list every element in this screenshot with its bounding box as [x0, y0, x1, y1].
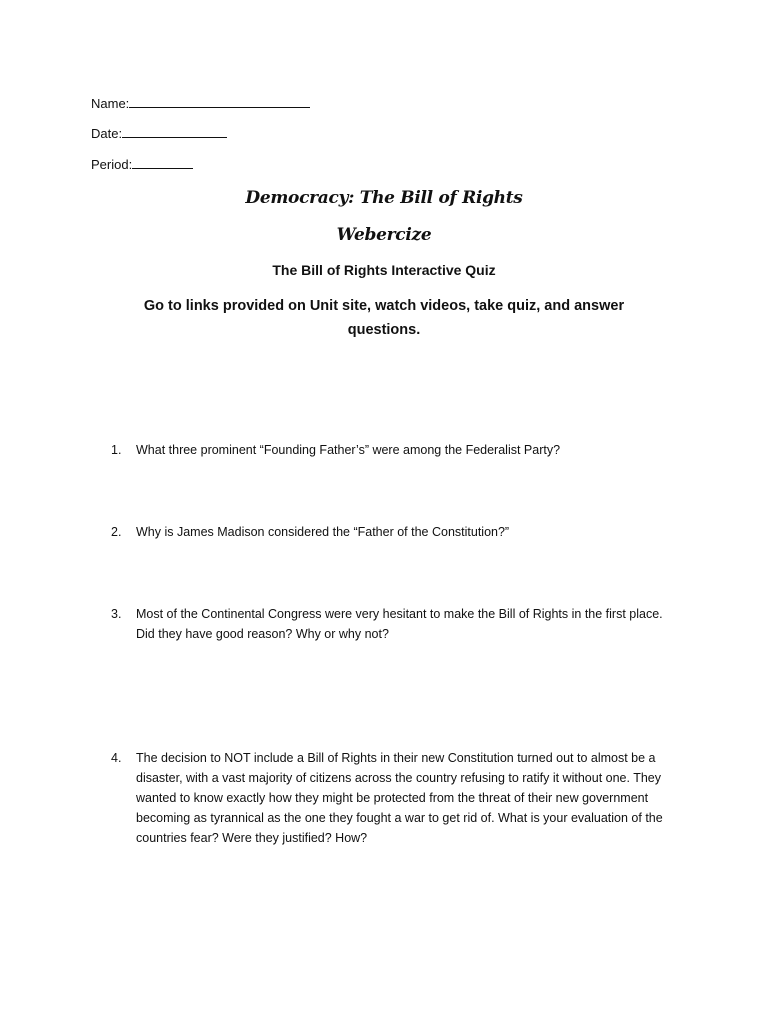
question-number: 3. [111, 607, 122, 621]
question-text: Most of the Continental Congress were very hesitant to make the Bill of Rights in the first place. Did they have good reason? Why or why not? [136, 607, 663, 641]
question-item [111, 604, 671, 644]
question-number: 2. [111, 525, 122, 539]
quiz-title: The Bill of Rights Interactive Quiz [272, 262, 496, 278]
question-text: The decision to NOT include a Bill of Rights in their new Constitution turned out to almost be a disaster, with a vast majority of citizens across the country refusing to ratify it without one. They wanted to know exactly how they might be protected from the threat of their new government becoming as tyrannical as the one they fought a war to get rid of. What is your evaluation of the countries fear? Were they justified? How? [136, 751, 663, 845]
instructions: Go to links provided on Unit site, watch videos, take quiz, and answer questions. [143, 298, 625, 338]
name-label: Name: [91, 96, 130, 111]
question-text: Why is James Madison considered the “Father of the Constitution?” [136, 525, 510, 539]
period-blank-line[interactable] [132, 156, 193, 169]
question-item [111, 522, 671, 542]
page-title: Democracy: The Bill of Rights [245, 188, 523, 208]
question-text: What three prominent “Founding Father’s” were among the Federalist Party? [136, 443, 561, 457]
period-field[interactable] [91, 156, 193, 173]
date-blank-line[interactable] [122, 125, 227, 138]
name-blank-line[interactable] [129, 95, 310, 108]
date-label: Date: [91, 126, 123, 141]
page-subtitle-script: Webercize [336, 225, 432, 245]
question-number: 1. [111, 443, 122, 457]
date-field[interactable] [91, 125, 227, 142]
name-field[interactable] [91, 95, 310, 112]
period-label: Period: [91, 157, 133, 172]
question-item [111, 748, 671, 848]
question-number: 4. [111, 751, 122, 765]
question-item [111, 440, 671, 460]
